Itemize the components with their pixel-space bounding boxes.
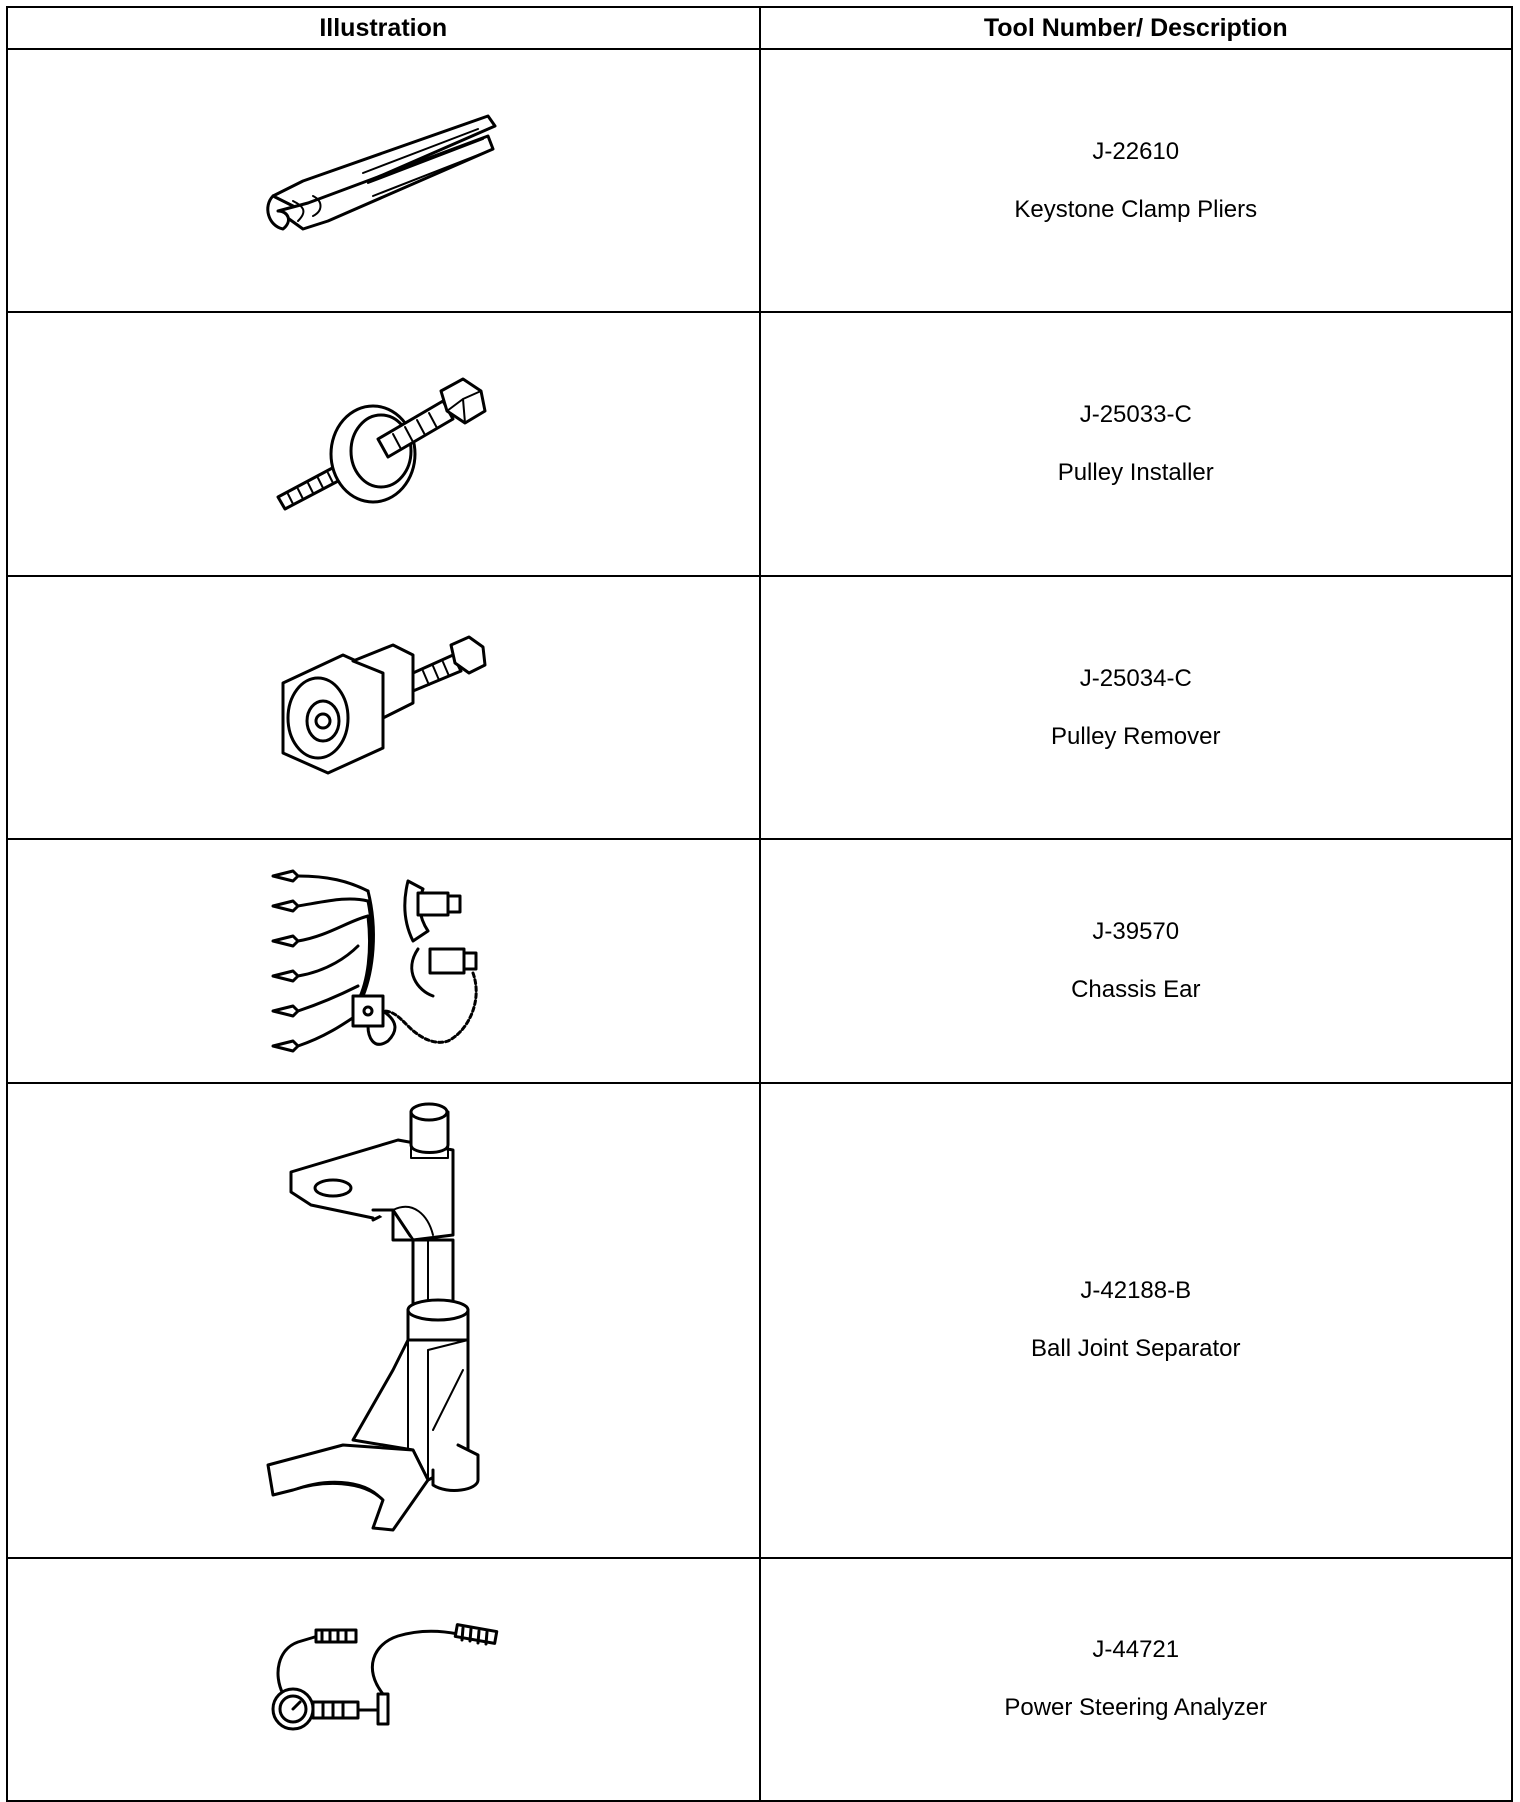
table-row [7, 49, 1512, 312]
table-header-row [7, 7, 1512, 49]
column-header-description: Tool Number/ Description [760, 7, 1513, 49]
tool-name: Keystone Clamp Pliers [1014, 195, 1258, 223]
tool-number: J-42188-B [1080, 1277, 1192, 1305]
description-cell [760, 312, 1513, 575]
pulley-installer-icon [273, 369, 493, 519]
tool-number: J-22610 [1092, 137, 1180, 165]
illustration-cell [7, 576, 760, 839]
table-row [7, 576, 1512, 839]
illustration-cell [7, 839, 760, 1082]
description-cell [760, 576, 1513, 839]
pulley-remover-icon [273, 633, 493, 783]
chassis-ear-icon [268, 861, 498, 1061]
tool-number: J-25033-C [1079, 401, 1192, 429]
table-row [7, 1558, 1512, 1801]
illustration-cell [7, 1558, 760, 1801]
power-steering-analyzer-icon [268, 1624, 498, 1734]
column-header-illustration: Illustration [7, 7, 760, 49]
illustration-cell [7, 312, 760, 575]
tool-name: Power Steering Analyzer [1004, 1694, 1268, 1722]
ball-joint-separator-icon [263, 1100, 503, 1540]
table-row [7, 312, 1512, 575]
special-tools-table [6, 6, 1513, 1802]
tool-name: Pulley Installer [1057, 459, 1214, 487]
tool-name: Ball Joint Separator [1031, 1335, 1241, 1363]
description-cell [760, 1083, 1513, 1558]
tool-name: Chassis Ear [1071, 976, 1201, 1004]
tool-number: J-39570 [1092, 918, 1180, 946]
table-row [7, 839, 1512, 1082]
illustration-cell [7, 1083, 760, 1558]
tool-name: Pulley Remover [1051, 722, 1221, 750]
tool-number: J-25034-C [1079, 664, 1192, 692]
tool-number: J-44721 [1092, 1636, 1180, 1664]
table-row [7, 1083, 1512, 1558]
description-cell [760, 1558, 1513, 1801]
description-cell [760, 49, 1513, 312]
description-cell [760, 839, 1513, 1082]
keystone-clamp-pliers-icon [263, 111, 503, 251]
illustration-cell [7, 49, 760, 312]
